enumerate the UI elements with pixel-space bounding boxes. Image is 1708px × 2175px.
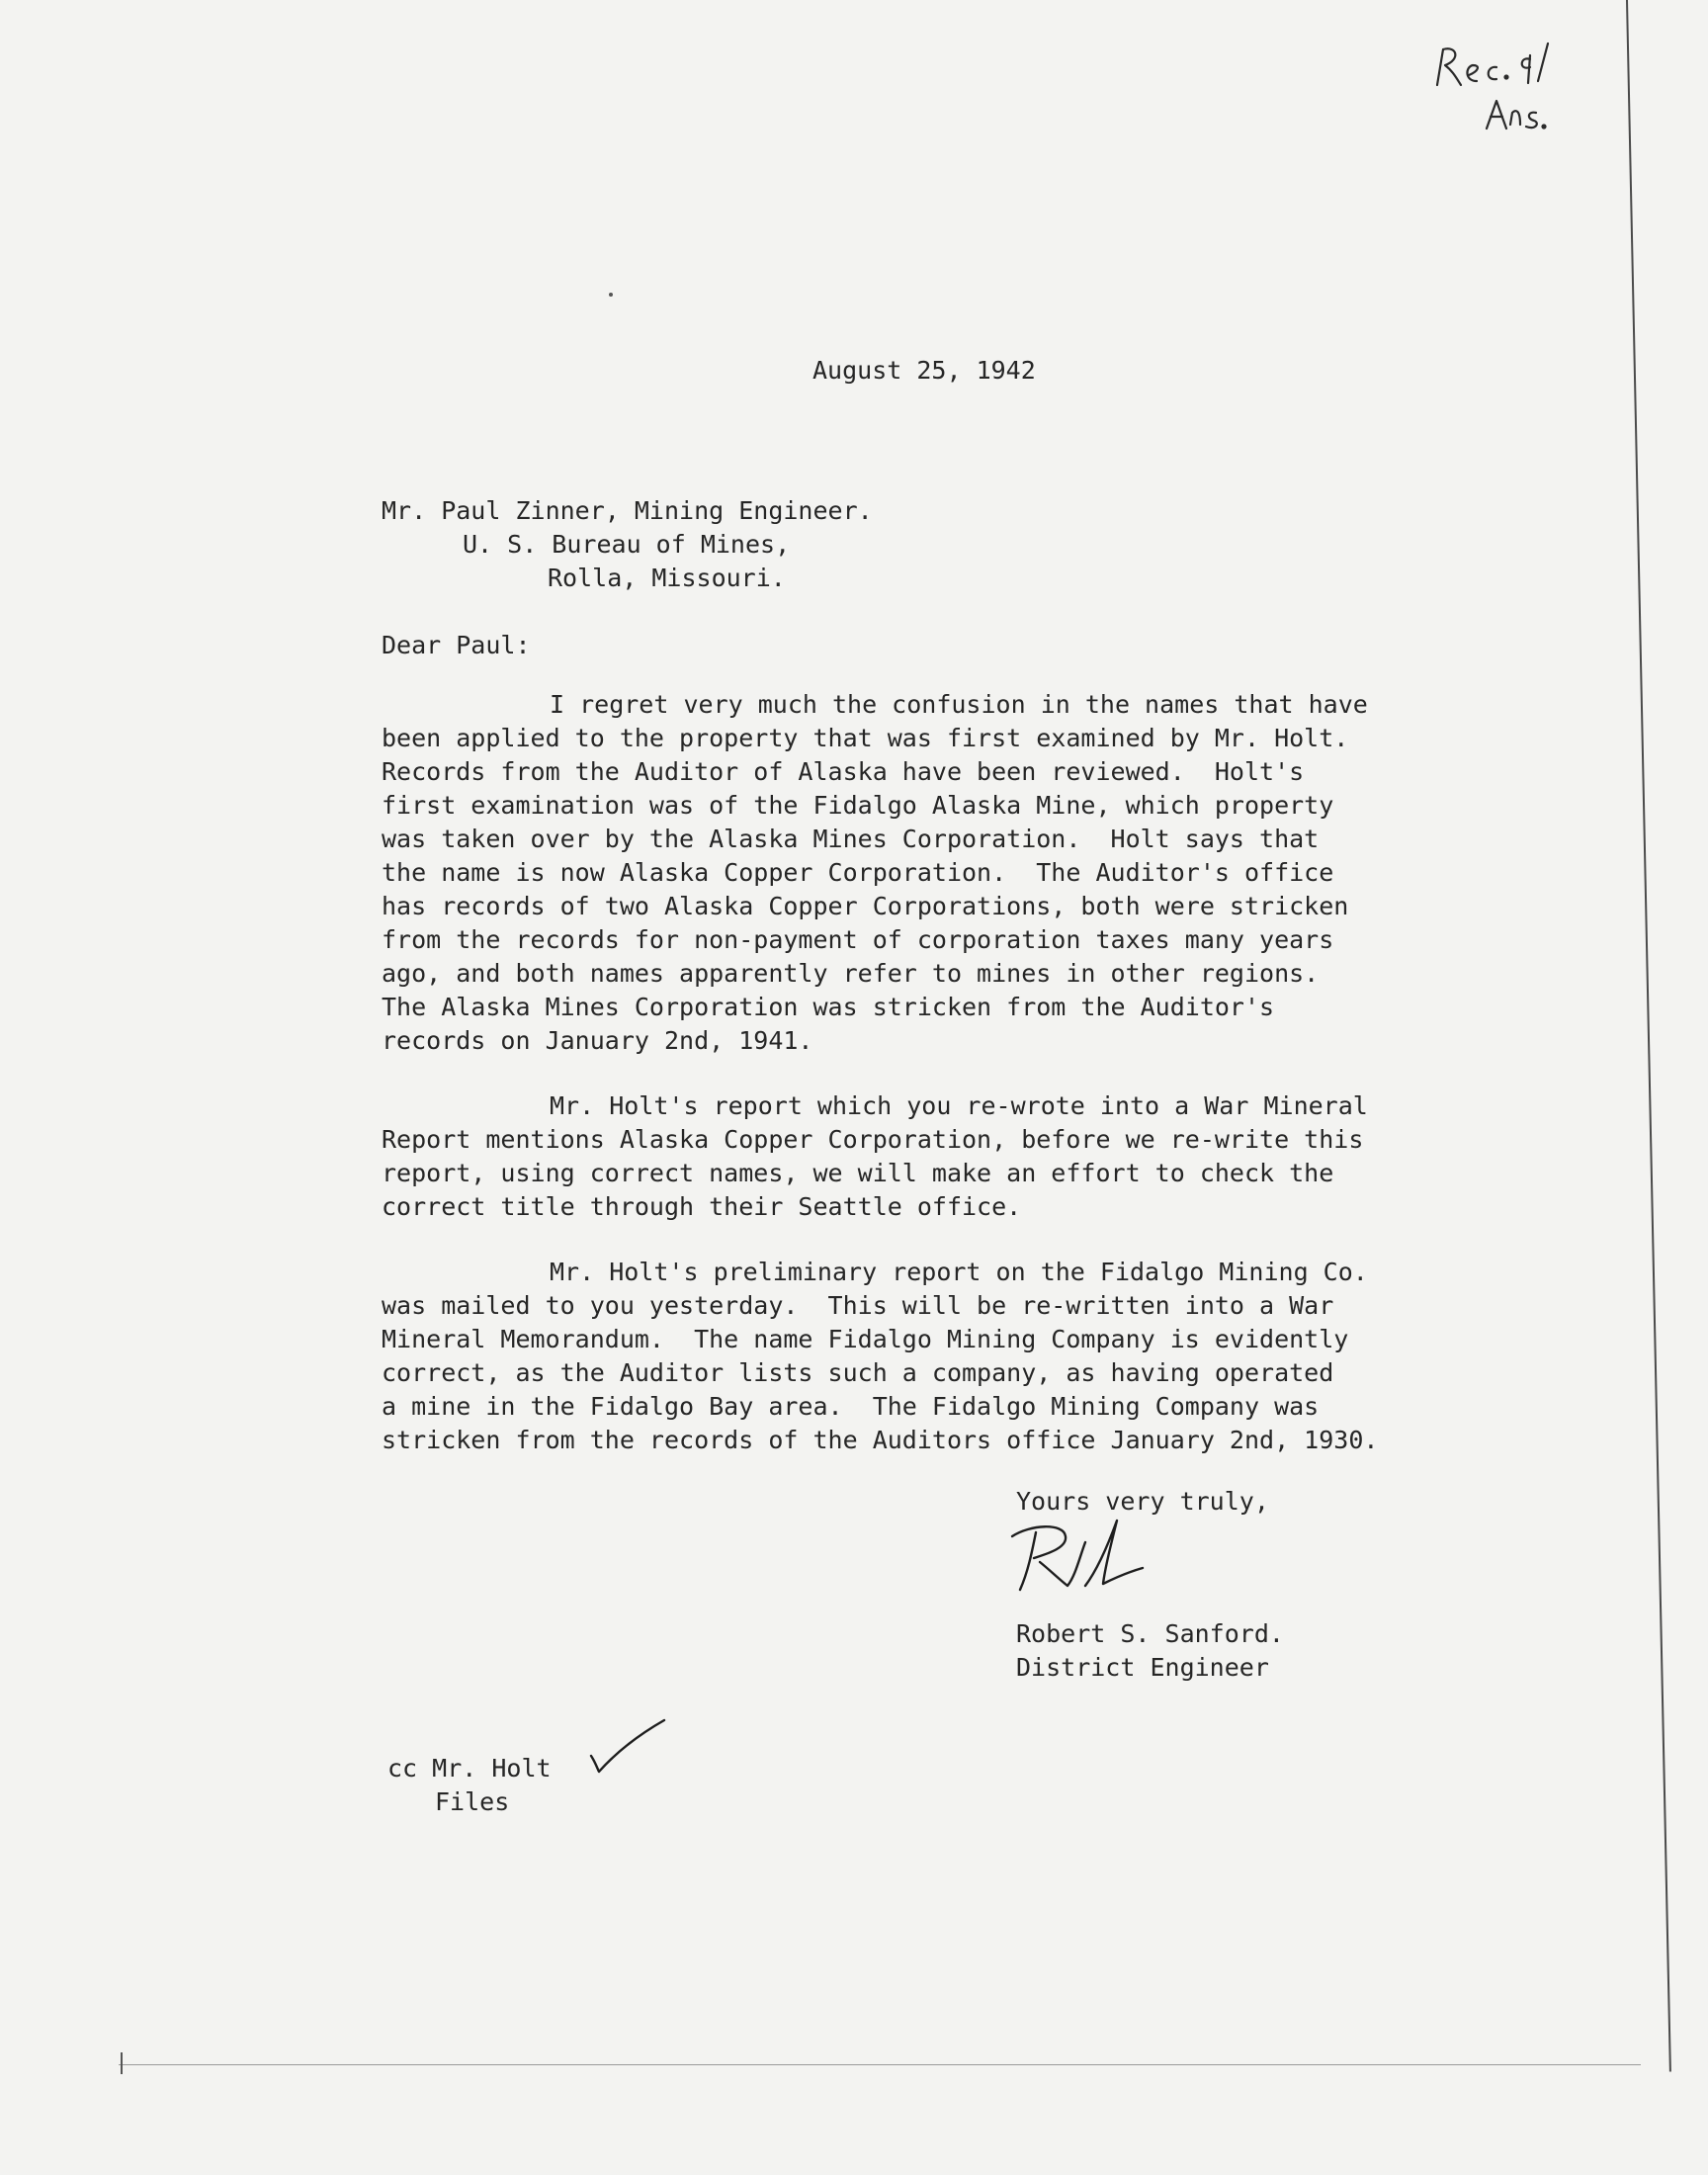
paragraph-line: a mine in the Fidalgo Bay area. The Fidalgo Mining Company was [382,1392,1320,1421]
paragraph-line: Records from the Auditor of Alaska have been reviewed. Holt's [382,757,1305,786]
paragraph-line: first examination was of the Fidalgo Alaska Mine, which property [382,791,1334,820]
recipient-organization: U. S. Bureau of Mines, [463,530,791,559]
paragraph-line: correct title through their Seattle office. [382,1192,1022,1221]
paragraph-line: The Alaska Mines Corporation was stricken from the Auditor's [382,993,1275,1021]
signer-name: Robert S. Sanford. [1016,1619,1284,1648]
recipient-location: Rolla, Missouri. [548,564,786,592]
scan-tick-mark [121,2052,123,2074]
paragraph-line: ago, and both names apparently refer to mines in other regions. [382,959,1320,988]
paragraph-line: was taken over by the Alaska Mines Corporation. Holt says that [382,825,1320,853]
paragraph-line: report, using correct names, we will make an effort to check the [382,1159,1334,1187]
paragraph-line: stricken from the records of the Auditors office January 2nd, 1930. [382,1426,1379,1454]
letter-date: August 25, 1942 [812,356,1036,385]
paragraph-line: I regret very much the confusion in the names that have [550,690,1368,719]
handwritten-note [1423,20,1581,138]
signer-title: District Engineer [1016,1653,1269,1682]
paragraph-line: records on January 2nd, 1941. [382,1026,813,1055]
salutation: Dear Paul: [382,631,531,659]
signature [1006,1513,1154,1602]
paragraph-line: Mr. Holt's preliminary report on the Fidalgo Mining Co. [550,1258,1368,1286]
closing: Yours very truly, [1016,1487,1269,1516]
check-mark-icon [585,1716,674,1776]
scan-edge-bottom [119,2064,1641,2065]
paragraph-line: correct, as the Auditor lists such a company, as having operated [382,1358,1334,1387]
cc-recipient: cc Mr. Holt [387,1754,552,1783]
scan-speck [609,293,613,297]
paragraph-line: Mr. Holt's report which you re-wrote into a War Mineral [550,1091,1368,1120]
scan-edge-right [1626,0,1671,2072]
paragraph-line: from the records for non-payment of corporation taxes many years [382,925,1334,954]
paragraph-line: has records of two Alaska Copper Corporations, both were stricken [382,892,1349,920]
paragraph-line: the name is now Alaska Copper Corporation. The Auditor's office [382,858,1334,887]
paragraph-line: been applied to the property that was first examined by Mr. Holt. [382,724,1349,752]
paragraph-line: Mineral Memorandum. The name Fidalgo Mining Company is evidently [382,1325,1349,1353]
paragraph-line: was mailed to you yesterday. This will be re-written into a War [382,1291,1334,1320]
cc-files: Files [435,1787,510,1816]
recipient-name: Mr. Paul Zinner, Mining Engineer. [382,496,873,525]
paragraph-line: Report mentions Alaska Copper Corporation, before we re-write this [382,1125,1364,1154]
